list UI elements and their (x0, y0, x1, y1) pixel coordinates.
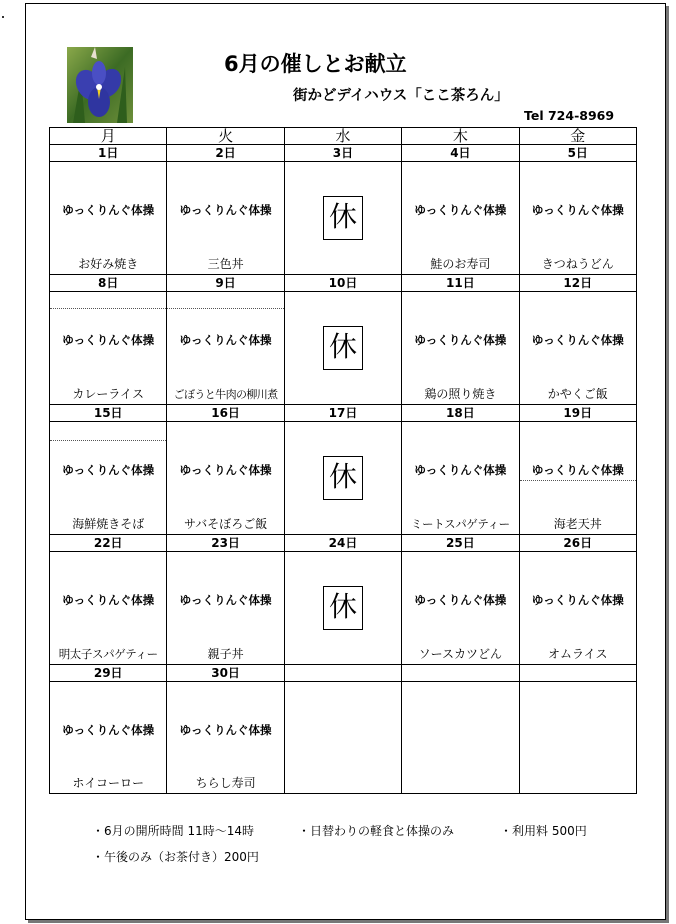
empty-cell (284, 682, 401, 794)
lunch-menu: カレーライス (72, 387, 144, 401)
rest-mark: 休 (323, 456, 363, 500)
weekday-tue: 火 (167, 128, 284, 145)
stray-dot (2, 16, 4, 18)
dotted-divider (167, 308, 283, 309)
date-cell: 25日 (402, 535, 519, 552)
date-cell: 3日 (284, 145, 401, 162)
date-cell: 5日 (519, 145, 636, 162)
exercise-label: ゆっくりんぐ体操 (62, 203, 155, 217)
date-cell: 11日 (402, 275, 519, 292)
lunch-menu: 親子丼 (207, 647, 244, 661)
day-cell (402, 292, 519, 405)
lunch-menu: お好み焼き (78, 257, 139, 271)
rest-mark: 休 (323, 586, 363, 630)
exercise-label: ゆっくりんぐ体操 (62, 463, 155, 477)
lunch-menu: かやくご飯 (547, 387, 608, 401)
lunch-menu: 鶏の照り焼き (424, 387, 497, 401)
exercise-label: ゆっくりんぐ体操 (531, 333, 624, 347)
page-title: 6月の催しとお献立 (224, 52, 407, 76)
lunch-menu: ホイコーロー (72, 776, 144, 790)
day-cell (167, 422, 284, 535)
lunch-menu: きつねうどん (541, 257, 614, 271)
date-cell (284, 665, 401, 682)
date-cell: 26日 (519, 535, 636, 552)
empty-cell (402, 682, 519, 794)
lunch-menu: 三色丼 (207, 257, 244, 271)
day-cell (519, 422, 636, 535)
date-row (50, 275, 637, 292)
date-cell: 12日 (519, 275, 636, 292)
date-cell: 24日 (284, 535, 401, 552)
day-content-row (50, 162, 637, 275)
date-cell: 8日 (50, 275, 167, 292)
day-cell (50, 292, 167, 405)
exercise-label: ゆっくりんぐ体操 (531, 203, 624, 217)
exercise-label: ゆっくりんぐ体操 (414, 203, 507, 217)
weekday-wed: 水 (284, 128, 401, 145)
exercise-label: ゆっくりんぐ体操 (179, 463, 272, 477)
lunch-menu: ソースカツどん (418, 647, 503, 661)
date-row (50, 145, 637, 162)
date-cell: 9日 (167, 275, 284, 292)
note-fee: ・利用料 500円 (500, 824, 587, 838)
exercise-label: ゆっくりんぐ体操 (62, 593, 155, 607)
rest-day-cell (284, 162, 401, 275)
date-row (50, 535, 637, 552)
date-cell: 15日 (50, 405, 167, 422)
date-cell: 30日 (167, 665, 284, 682)
exercise-label: ゆっくりんぐ体操 (414, 463, 507, 477)
exercise-label: ゆっくりんぐ体操 (179, 203, 272, 217)
weekday-thu: 木 (402, 128, 519, 145)
rest-mark: 休 (323, 326, 363, 370)
exercise-label: ゆっくりんぐ体操 (531, 463, 624, 477)
day-cell (50, 422, 167, 535)
lunch-menu: 明太子スパゲティー (58, 647, 158, 661)
lunch-menu: ちらし寿司 (195, 776, 256, 790)
weekday-fri: 金 (519, 128, 636, 145)
date-cell (402, 665, 519, 682)
date-cell (519, 665, 636, 682)
exercise-label: ゆっくりんぐ体操 (414, 593, 507, 607)
calendar-table (49, 127, 637, 794)
day-cell (519, 292, 636, 405)
date-cell: 29日 (50, 665, 167, 682)
date-cell: 17日 (284, 405, 401, 422)
day-cell (50, 552, 167, 665)
day-cell (402, 552, 519, 665)
day-content-row (50, 422, 637, 535)
weekday-header-row (50, 128, 637, 145)
lunch-menu: 海鮮焼きそば (72, 517, 145, 531)
date-cell: 23日 (167, 535, 284, 552)
day-cell (167, 552, 284, 665)
day-content-row (50, 682, 637, 794)
exercise-label: ゆっくりんぐ体操 (531, 593, 624, 607)
lunch-menu: ミートスパゲティー (410, 517, 510, 531)
weekday-mon: 月 (50, 128, 167, 145)
date-row (50, 405, 637, 422)
date-cell: 1日 (50, 145, 167, 162)
exercise-label: ゆっくりんぐ体操 (62, 723, 155, 737)
telephone-number: Tel 724-8969 (524, 108, 615, 123)
day-cell (402, 162, 519, 275)
day-cell (167, 682, 284, 794)
iris-flower-photo (67, 47, 133, 123)
note-afternoon-fee: ・午後のみ（お茶付き）200円 (92, 850, 259, 864)
day-cell (519, 552, 636, 665)
lunch-menu: 鮭のお寿司 (430, 257, 491, 271)
day-cell (50, 162, 167, 275)
lunch-menu: ごぼうと牛肉の柳川煮 (173, 388, 278, 401)
rest-day-cell (284, 422, 401, 535)
dotted-divider (50, 440, 166, 441)
lunch-menu: 海老天丼 (553, 517, 602, 531)
day-content-row (50, 552, 637, 665)
day-cell (167, 292, 284, 405)
dotted-divider (520, 480, 636, 481)
dotted-divider (50, 308, 166, 309)
note-service: ・日替わりの軽食と体操のみ (298, 824, 455, 838)
date-cell: 19日 (519, 405, 636, 422)
rest-day-cell (284, 552, 401, 665)
note-hours: ・6月の開所時間 11時～14時 (92, 824, 254, 838)
day-content-row (50, 292, 637, 405)
rest-day-cell (284, 292, 401, 405)
date-cell: 18日 (402, 405, 519, 422)
rest-mark: 休 (323, 196, 363, 240)
date-cell: 16日 (167, 405, 284, 422)
date-cell: 22日 (50, 535, 167, 552)
day-cell (50, 682, 167, 794)
empty-cell (519, 682, 636, 794)
exercise-label: ゆっくりんぐ体操 (179, 593, 272, 607)
exercise-label: ゆっくりんぐ体操 (62, 333, 155, 347)
date-cell: 4日 (402, 145, 519, 162)
day-cell (519, 162, 636, 275)
exercise-label: ゆっくりんぐ体操 (179, 723, 272, 737)
date-row (50, 665, 637, 682)
date-cell: 2日 (167, 145, 284, 162)
exercise-label: ゆっくりんぐ体操 (179, 333, 272, 347)
lunch-menu: サバそぼろご飯 (183, 517, 268, 531)
day-cell (402, 422, 519, 535)
facility-name: 街かどデイハウス「ここ茶ろん」 (293, 88, 509, 104)
day-cell (167, 162, 284, 275)
exercise-label: ゆっくりんぐ体操 (414, 333, 507, 347)
lunch-menu: オムライス (547, 647, 608, 661)
date-cell: 10日 (284, 275, 401, 292)
